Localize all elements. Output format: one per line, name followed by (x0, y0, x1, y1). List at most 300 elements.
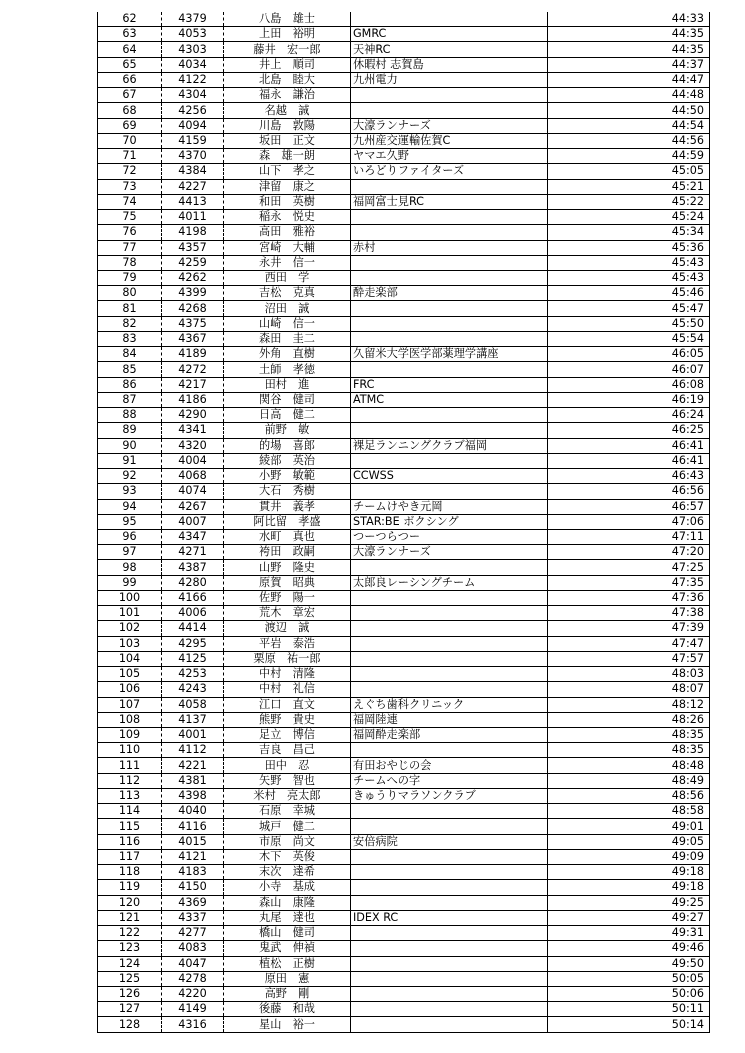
runner-name-cell: 小寺 基成 (224, 880, 351, 895)
team-cell: IDEX RC (351, 910, 548, 925)
runner-name-cell: 坂田 正文 (224, 133, 351, 148)
rank-cell: 75 (98, 210, 162, 225)
team-cell (351, 819, 548, 834)
finish-time-cell: 45:05 (548, 164, 710, 179)
bib-number-cell: 4220 (162, 987, 224, 1002)
team-cell (351, 255, 548, 270)
finish-time-cell: 49:09 (548, 849, 710, 864)
finish-time-cell: 48:26 (548, 712, 710, 727)
finish-time-cell: 45:22 (548, 194, 710, 209)
team-cell (351, 667, 548, 682)
rank-cell: 97 (98, 545, 162, 560)
team-cell: 大濠ランナーズ (351, 118, 548, 133)
bib-number-cell: 4290 (162, 408, 224, 423)
bib-number-cell: 4271 (162, 545, 224, 560)
rank-cell: 68 (98, 103, 162, 118)
finish-time-cell: 45:43 (548, 255, 710, 270)
table-row (98, 606, 710, 621)
runner-name-cell: 森山 康隆 (224, 895, 351, 910)
finish-time-cell: 44:47 (548, 72, 710, 87)
table-row (98, 27, 710, 42)
bib-number-cell: 4116 (162, 819, 224, 834)
table-row (98, 164, 710, 179)
bib-number-cell: 4316 (162, 1017, 224, 1032)
rank-cell: 87 (98, 392, 162, 407)
team-cell: ヤマエ久野 (351, 149, 548, 164)
rank-cell: 124 (98, 956, 162, 971)
team-cell (351, 1017, 548, 1032)
team-cell (351, 270, 548, 285)
bib-number-cell: 4198 (162, 225, 224, 240)
table-row (98, 712, 710, 727)
team-cell: つーつらつー (351, 529, 548, 544)
bib-number-cell: 4277 (162, 926, 224, 941)
rank-cell: 83 (98, 331, 162, 346)
finish-time-cell: 44:48 (548, 88, 710, 103)
table-row (98, 880, 710, 895)
rank-cell: 80 (98, 286, 162, 301)
table-row (98, 484, 710, 499)
team-cell (351, 301, 548, 316)
runner-name-cell: 鬼武 伸禎 (224, 941, 351, 956)
runner-name-cell: 外角 直樹 (224, 347, 351, 362)
bib-number-cell: 4015 (162, 834, 224, 849)
runner-name-cell: 渡辺 誠 (224, 621, 351, 636)
team-cell (351, 651, 548, 666)
rank-cell: 64 (98, 42, 162, 57)
finish-time-cell: 47:36 (548, 590, 710, 605)
table-row (98, 956, 710, 971)
bib-number-cell: 4137 (162, 712, 224, 727)
runner-name-cell: 荒木 章宏 (224, 606, 351, 621)
runner-name-cell: 関谷 健司 (224, 392, 351, 407)
bib-number-cell: 4259 (162, 255, 224, 270)
rank-cell: 121 (98, 910, 162, 925)
bib-number-cell: 4367 (162, 331, 224, 346)
table-row (98, 438, 710, 453)
rank-cell: 86 (98, 377, 162, 392)
team-cell (351, 621, 548, 636)
runner-name-cell: 前野 敏 (224, 423, 351, 438)
bib-number-cell: 4413 (162, 194, 224, 209)
rank-cell: 108 (98, 712, 162, 727)
runner-name-cell: 平岩 泰浩 (224, 636, 351, 651)
bib-number-cell: 4001 (162, 728, 224, 743)
runner-name-cell: 袴田 政嗣 (224, 545, 351, 560)
finish-time-cell: 46:56 (548, 484, 710, 499)
table-row (98, 179, 710, 194)
table-row (98, 270, 710, 285)
rank-cell: 78 (98, 255, 162, 270)
table-row (98, 834, 710, 849)
bib-number-cell: 4303 (162, 42, 224, 57)
finish-time-cell: 45:54 (548, 331, 710, 346)
runner-name-cell: 和田 英樹 (224, 194, 351, 209)
runner-name-cell: 吉良 昌己 (224, 743, 351, 758)
rank-cell: 85 (98, 362, 162, 377)
runner-name-cell: 城戸 健二 (224, 819, 351, 834)
runner-name-cell: 阿比留 孝盛 (224, 514, 351, 529)
runner-name-cell: 市原 尚文 (224, 834, 351, 849)
finish-time-cell: 48:12 (548, 697, 710, 712)
table-row (98, 728, 710, 743)
bib-number-cell: 4253 (162, 667, 224, 682)
table-row (98, 392, 710, 407)
bib-number-cell: 4272 (162, 362, 224, 377)
runner-name-cell: 小野 敏範 (224, 469, 351, 484)
runner-name-cell: 山下 孝之 (224, 164, 351, 179)
rank-cell: 126 (98, 987, 162, 1002)
table-row (98, 773, 710, 788)
rank-cell: 109 (98, 728, 162, 743)
bib-number-cell: 4004 (162, 453, 224, 468)
team-cell: ATMC (351, 392, 548, 407)
rank-cell: 104 (98, 651, 162, 666)
table-row (98, 362, 710, 377)
bib-number-cell: 4379 (162, 12, 224, 27)
bib-number-cell: 4068 (162, 469, 224, 484)
table-row (98, 347, 710, 362)
runner-name-cell: 末次 達希 (224, 865, 351, 880)
team-cell (351, 682, 548, 697)
finish-time-cell: 49:18 (548, 865, 710, 880)
team-cell (351, 895, 548, 910)
rank-cell: 91 (98, 453, 162, 468)
team-cell: 裸足ランニングクラブ福岡 (351, 438, 548, 453)
team-cell: 大濠ランナーズ (351, 545, 548, 560)
finish-time-cell: 49:46 (548, 941, 710, 956)
finish-time-cell: 50:14 (548, 1017, 710, 1032)
rank-cell: 118 (98, 865, 162, 880)
team-cell (351, 971, 548, 986)
team-cell: 九州電力 (351, 72, 548, 87)
runner-name-cell: 福永 謙治 (224, 88, 351, 103)
rank-cell: 92 (98, 469, 162, 484)
finish-time-cell: 45:24 (548, 210, 710, 225)
team-cell: 福岡酔走楽部 (351, 728, 548, 743)
table-row (98, 971, 710, 986)
rank-cell: 69 (98, 118, 162, 133)
runner-name-cell: 丸尾 達也 (224, 910, 351, 925)
table-row (98, 210, 710, 225)
rank-cell: 96 (98, 529, 162, 544)
bib-number-cell: 4256 (162, 103, 224, 118)
runner-name-cell: 田村 進 (224, 377, 351, 392)
runner-name-cell: 永井 信一 (224, 255, 351, 270)
finish-time-cell: 46:41 (548, 438, 710, 453)
finish-time-cell: 50:05 (548, 971, 710, 986)
finish-time-cell: 46:05 (548, 347, 710, 362)
team-cell: チームけやき元岡 (351, 499, 548, 514)
table-row (98, 667, 710, 682)
finish-time-cell: 45:47 (548, 301, 710, 316)
bib-number-cell: 4112 (162, 743, 224, 758)
table-row (98, 788, 710, 803)
team-cell (351, 880, 548, 895)
team-cell: 酔走楽部 (351, 286, 548, 301)
bib-number-cell: 4166 (162, 590, 224, 605)
bib-number-cell: 4150 (162, 880, 224, 895)
bib-number-cell: 4189 (162, 347, 224, 362)
runner-name-cell: 山崎 信一 (224, 316, 351, 331)
bib-number-cell: 4227 (162, 179, 224, 194)
rank-cell: 106 (98, 682, 162, 697)
bib-number-cell: 4094 (162, 118, 224, 133)
rank-cell: 98 (98, 560, 162, 575)
team-cell (351, 865, 548, 880)
rank-cell: 127 (98, 1002, 162, 1017)
finish-time-cell: 47:38 (548, 606, 710, 621)
runner-name-cell: 井上 順司 (224, 57, 351, 72)
rank-cell: 107 (98, 697, 162, 712)
table-row (98, 529, 710, 544)
bib-number-cell: 4375 (162, 316, 224, 331)
runner-name-cell: 原田 憲 (224, 971, 351, 986)
table-row (98, 88, 710, 103)
table-row (98, 560, 710, 575)
team-cell (351, 849, 548, 864)
table-row (98, 895, 710, 910)
bib-number-cell: 4262 (162, 270, 224, 285)
bib-number-cell: 4398 (162, 788, 224, 803)
rank-cell: 102 (98, 621, 162, 636)
runner-name-cell: 八島 雄士 (224, 12, 351, 27)
runner-name-cell: 名越 誠 (224, 103, 351, 118)
team-cell: 太郎良レーシングチーム (351, 575, 548, 590)
bib-number-cell: 4125 (162, 651, 224, 666)
team-cell (351, 88, 548, 103)
runner-name-cell: 米村 亮太郎 (224, 788, 351, 803)
rank-cell: 101 (98, 606, 162, 621)
rank-cell: 122 (98, 926, 162, 941)
finish-time-cell: 44:50 (548, 103, 710, 118)
rank-cell: 76 (98, 225, 162, 240)
table-row (98, 42, 710, 57)
team-cell (351, 636, 548, 651)
rank-cell: 128 (98, 1017, 162, 1032)
team-cell: STAR:BE ボクシング (351, 514, 548, 529)
table-row (98, 743, 710, 758)
finish-time-cell: 46:19 (548, 392, 710, 407)
bib-number-cell: 4280 (162, 575, 224, 590)
bib-number-cell: 4387 (162, 560, 224, 575)
finish-time-cell: 45:43 (548, 270, 710, 285)
table-row (98, 133, 710, 148)
table-row (98, 118, 710, 133)
runner-name-cell: 星山 裕一 (224, 1017, 351, 1032)
finish-time-cell: 47:06 (548, 514, 710, 529)
team-cell: いろどりファイターズ (351, 164, 548, 179)
finish-time-cell: 49:50 (548, 956, 710, 971)
rank-cell: 72 (98, 164, 162, 179)
rank-cell: 70 (98, 133, 162, 148)
table-row (98, 575, 710, 590)
table-row (98, 651, 710, 666)
finish-time-cell: 49:27 (548, 910, 710, 925)
finish-time-cell: 46:43 (548, 469, 710, 484)
table-row (98, 286, 710, 301)
finish-time-cell: 46:25 (548, 423, 710, 438)
team-cell (351, 606, 548, 621)
finish-time-cell: 48:48 (548, 758, 710, 773)
table-row (98, 941, 710, 956)
rank-cell: 62 (98, 12, 162, 27)
table-row (98, 240, 710, 255)
rank-cell: 113 (98, 788, 162, 803)
bib-number-cell: 4267 (162, 499, 224, 514)
runner-name-cell: 高野 剛 (224, 987, 351, 1002)
bib-number-cell: 4053 (162, 27, 224, 42)
finish-time-cell: 47:47 (548, 636, 710, 651)
runner-name-cell: 植松 正樹 (224, 956, 351, 971)
bib-number-cell: 4058 (162, 697, 224, 712)
rank-cell: 110 (98, 743, 162, 758)
runner-name-cell: 森田 圭二 (224, 331, 351, 346)
finish-time-cell: 44:35 (548, 27, 710, 42)
runner-name-cell: 津留 康之 (224, 179, 351, 194)
finish-time-cell: 47:25 (548, 560, 710, 575)
table-row (98, 453, 710, 468)
runner-name-cell: 佐野 陽一 (224, 590, 351, 605)
runner-name-cell: 矢野 智也 (224, 773, 351, 788)
table-row (98, 987, 710, 1002)
finish-time-cell: 44:35 (548, 42, 710, 57)
table-row (98, 590, 710, 605)
bib-number-cell: 4414 (162, 621, 224, 636)
bib-number-cell: 4122 (162, 72, 224, 87)
results-table-body (98, 12, 710, 1032)
finish-time-cell: 49:31 (548, 926, 710, 941)
team-cell (351, 225, 548, 240)
team-cell (351, 423, 548, 438)
finish-time-cell: 46:08 (548, 377, 710, 392)
runner-name-cell: 江口 直文 (224, 697, 351, 712)
team-cell (351, 743, 548, 758)
finish-time-cell: 49:01 (548, 819, 710, 834)
rank-cell: 71 (98, 149, 162, 164)
finish-time-cell: 44:54 (548, 118, 710, 133)
team-cell: 福岡富士見RC (351, 194, 548, 209)
table-row (98, 621, 710, 636)
bib-number-cell: 4006 (162, 606, 224, 621)
runner-name-cell: 熊野 貴史 (224, 712, 351, 727)
table-row (98, 331, 710, 346)
runner-name-cell: 森 雄一朗 (224, 149, 351, 164)
bib-number-cell: 4221 (162, 758, 224, 773)
finish-time-cell: 45:36 (548, 240, 710, 255)
runner-name-cell: 綾部 英治 (224, 453, 351, 468)
rank-cell: 119 (98, 880, 162, 895)
table-row (98, 865, 710, 880)
table-row (98, 697, 710, 712)
table-row (98, 103, 710, 118)
rank-cell: 73 (98, 179, 162, 194)
finish-time-cell: 45:46 (548, 286, 710, 301)
finish-time-cell: 44:33 (548, 12, 710, 27)
runner-name-cell: 西田 学 (224, 270, 351, 285)
table-row (98, 1017, 710, 1032)
table-row (98, 758, 710, 773)
rank-cell: 115 (98, 819, 162, 834)
table-row (98, 57, 710, 72)
table-row (98, 804, 710, 819)
team-cell (351, 408, 548, 423)
team-cell: 休暇村 志賀島 (351, 57, 548, 72)
team-cell (351, 453, 548, 468)
runner-name-cell: 上田 裕明 (224, 27, 351, 42)
bib-number-cell: 4047 (162, 956, 224, 971)
rank-cell: 100 (98, 590, 162, 605)
rank-cell: 67 (98, 88, 162, 103)
table-row (98, 514, 710, 529)
finish-time-cell: 48:35 (548, 743, 710, 758)
table-row (98, 636, 710, 651)
rank-cell: 82 (98, 316, 162, 331)
runner-name-cell: 足立 博信 (224, 728, 351, 743)
bib-number-cell: 4149 (162, 1002, 224, 1017)
finish-time-cell: 49:18 (548, 880, 710, 895)
runner-name-cell: 的場 喜郎 (224, 438, 351, 453)
runner-name-cell: 川島 敦陽 (224, 118, 351, 133)
finish-time-cell: 46:41 (548, 453, 710, 468)
bib-number-cell: 4304 (162, 88, 224, 103)
rank-cell: 77 (98, 240, 162, 255)
team-cell: きゅうりマラソンクラブ (351, 788, 548, 803)
table-row (98, 194, 710, 209)
team-cell (351, 210, 548, 225)
finish-time-cell: 49:25 (548, 895, 710, 910)
bib-number-cell: 4320 (162, 438, 224, 453)
team-cell (351, 331, 548, 346)
rank-cell: 95 (98, 514, 162, 529)
rank-cell: 105 (98, 667, 162, 682)
bib-number-cell: 4007 (162, 514, 224, 529)
table-row (98, 12, 710, 27)
finish-time-cell: 47:57 (548, 651, 710, 666)
team-cell: 天神RC (351, 42, 548, 57)
finish-time-cell: 45:50 (548, 316, 710, 331)
runner-name-cell: 中村 礼信 (224, 682, 351, 697)
bib-number-cell: 4011 (162, 210, 224, 225)
runner-name-cell: 稲永 悦史 (224, 210, 351, 225)
rank-cell: 79 (98, 270, 162, 285)
runner-name-cell: 貫井 義孝 (224, 499, 351, 514)
rank-cell: 65 (98, 57, 162, 72)
team-cell (351, 987, 548, 1002)
finish-time-cell: 44:56 (548, 133, 710, 148)
team-cell (351, 316, 548, 331)
finish-time-cell: 46:07 (548, 362, 710, 377)
rank-cell: 89 (98, 423, 162, 438)
bib-number-cell: 4278 (162, 971, 224, 986)
finish-time-cell: 47:20 (548, 545, 710, 560)
team-cell: FRC (351, 377, 548, 392)
rank-cell: 120 (98, 895, 162, 910)
rank-cell: 90 (98, 438, 162, 453)
rank-cell: 99 (98, 575, 162, 590)
team-cell: CCWSS (351, 469, 548, 484)
runner-name-cell: 中村 清隆 (224, 667, 351, 682)
finish-time-cell: 46:24 (548, 408, 710, 423)
runner-name-cell: 後藤 和哉 (224, 1002, 351, 1017)
team-cell (351, 926, 548, 941)
team-cell (351, 484, 548, 499)
team-cell: 有田おやじの会 (351, 758, 548, 773)
bib-number-cell: 4183 (162, 865, 224, 880)
team-cell (351, 941, 548, 956)
runner-name-cell: 土師 孝徳 (224, 362, 351, 377)
team-cell (351, 804, 548, 819)
